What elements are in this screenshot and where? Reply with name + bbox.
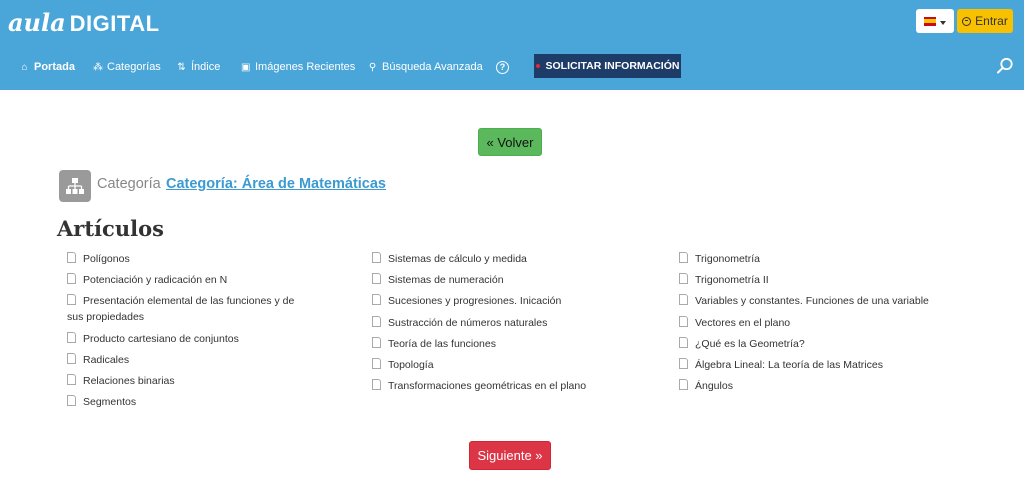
main-nav <box>0 54 1024 80</box>
articles-column-2 <box>372 251 662 399</box>
article-link[interactable]: Potenciación y radicación en N <box>67 272 337 288</box>
nav-label: Índice <box>191 61 221 73</box>
solicitar-label: SOLICITAR INFORMACIÓN <box>545 60 680 72</box>
volver-button[interactable] <box>478 128 542 156</box>
nav-label: Búsqueda Avanzada <box>382 61 483 73</box>
sign-in-icon <box>962 17 971 26</box>
red-dot-icon <box>536 64 540 68</box>
nav-item-indice[interactable] <box>177 54 220 80</box>
article-link[interactable]: Álgebra Lineal: La teoría de las Matrices <box>679 357 979 373</box>
nav-label: Imágenes Recientes <box>255 61 356 73</box>
double-chevron-right-icon: » <box>531 448 543 463</box>
header <box>0 0 1024 90</box>
document-icon <box>679 252 688 263</box>
article-link[interactable]: Sistemas de numeración <box>372 272 662 288</box>
nav-item-categorias[interactable] <box>93 54 161 80</box>
article-link[interactable]: Polígonos <box>67 251 337 267</box>
article-link[interactable]: Variables y constantes. Funciones de una variable <box>679 293 979 309</box>
home-icon: ⌂ <box>21 61 28 73</box>
login-label: Entrar <box>975 14 1008 28</box>
volver-label: Volver <box>497 134 534 150</box>
article-link[interactable]: ¿Qué es la Geometría? <box>679 336 979 352</box>
nav-item-portada[interactable] <box>20 54 75 80</box>
sitemap-icon: ⁂ <box>93 61 103 73</box>
article-link[interactable]: Sucesiones y progresiones. Inicación <box>372 293 662 309</box>
document-icon <box>679 337 688 348</box>
document-icon <box>372 294 381 305</box>
article-link[interactable]: Sistemas de cálculo y medida <box>372 251 662 267</box>
article-link[interactable]: Relaciones binarias <box>67 373 337 389</box>
login-button[interactable] <box>957 9 1013 33</box>
camera-icon: ▣ <box>241 61 251 73</box>
aula-digital-logo[interactable] <box>8 8 160 38</box>
logo-aula-text: aula <box>8 8 66 37</box>
article-link[interactable]: Vectores en el plano <box>679 315 979 331</box>
document-icon <box>679 358 688 369</box>
nav-item-imagenes-recientes[interactable] <box>241 54 355 80</box>
articulos-heading: Artículos <box>57 216 164 241</box>
article-link[interactable]: Trigonometría <box>679 251 979 267</box>
article-link[interactable]: Topología <box>372 357 662 373</box>
document-icon <box>679 379 688 390</box>
article-link[interactable]: Trigonometría II <box>679 272 979 288</box>
category-label: Categoría <box>97 176 161 192</box>
sort-icon: ⇅ <box>177 61 186 73</box>
solicitar-informacion-button[interactable] <box>534 54 681 78</box>
document-icon <box>372 316 381 327</box>
magnifier-icon <box>996 57 1014 75</box>
double-chevron-left-icon: « <box>486 134 498 150</box>
articles-column-1 <box>67 251 337 415</box>
document-icon <box>372 337 381 348</box>
help-button[interactable] <box>496 54 509 80</box>
document-icon <box>67 294 76 305</box>
article-link[interactable]: Ángulos <box>679 378 979 394</box>
search-button[interactable] <box>996 57 1014 75</box>
article-link[interactable]: Teoría de las funciones <box>372 336 662 352</box>
document-icon <box>67 332 76 343</box>
nav-label: Portada <box>34 61 75 73</box>
document-icon <box>67 353 76 364</box>
question-circle-icon: ? <box>496 61 509 74</box>
document-icon <box>67 374 76 385</box>
hierarchy-icon <box>65 177 85 195</box>
document-icon <box>67 395 76 406</box>
siguiente-button[interactable] <box>469 441 551 470</box>
siguiente-label: Siguiente <box>477 448 532 463</box>
document-icon <box>372 379 381 390</box>
sitemap-icon <box>59 170 91 202</box>
article-link[interactable]: Producto cartesiano de conjuntos <box>67 331 337 347</box>
articles-column-3 <box>679 251 979 399</box>
document-icon <box>679 294 688 305</box>
category-link[interactable]: Categoría: Área de Matemáticas <box>166 176 386 192</box>
article-link[interactable]: Transformaciones geométricas en el plano <box>372 378 662 394</box>
article-link[interactable]: Segmentos <box>67 394 337 410</box>
article-link[interactable]: Presentación elemental de las funciones y de sus propiedades <box>67 295 295 324</box>
caret-down-icon <box>940 21 946 25</box>
document-icon <box>372 273 381 284</box>
document-icon <box>372 358 381 369</box>
document-icon <box>679 273 688 284</box>
document-icon <box>67 252 76 263</box>
language-selector[interactable] <box>916 9 954 33</box>
nav-label: Categorías <box>107 61 161 73</box>
spain-flag-icon <box>924 17 936 26</box>
logo-digital-text: DIGITAL <box>69 11 160 36</box>
article-link[interactable]: Sustracción de números naturales <box>372 315 662 331</box>
search-icon: ⚲ <box>368 61 377 73</box>
document-icon <box>67 273 76 284</box>
document-icon <box>679 316 688 327</box>
nav-item-busqueda-avanzada[interactable] <box>368 54 483 80</box>
article-link[interactable]: Radicales <box>67 352 337 368</box>
document-icon <box>372 252 381 263</box>
